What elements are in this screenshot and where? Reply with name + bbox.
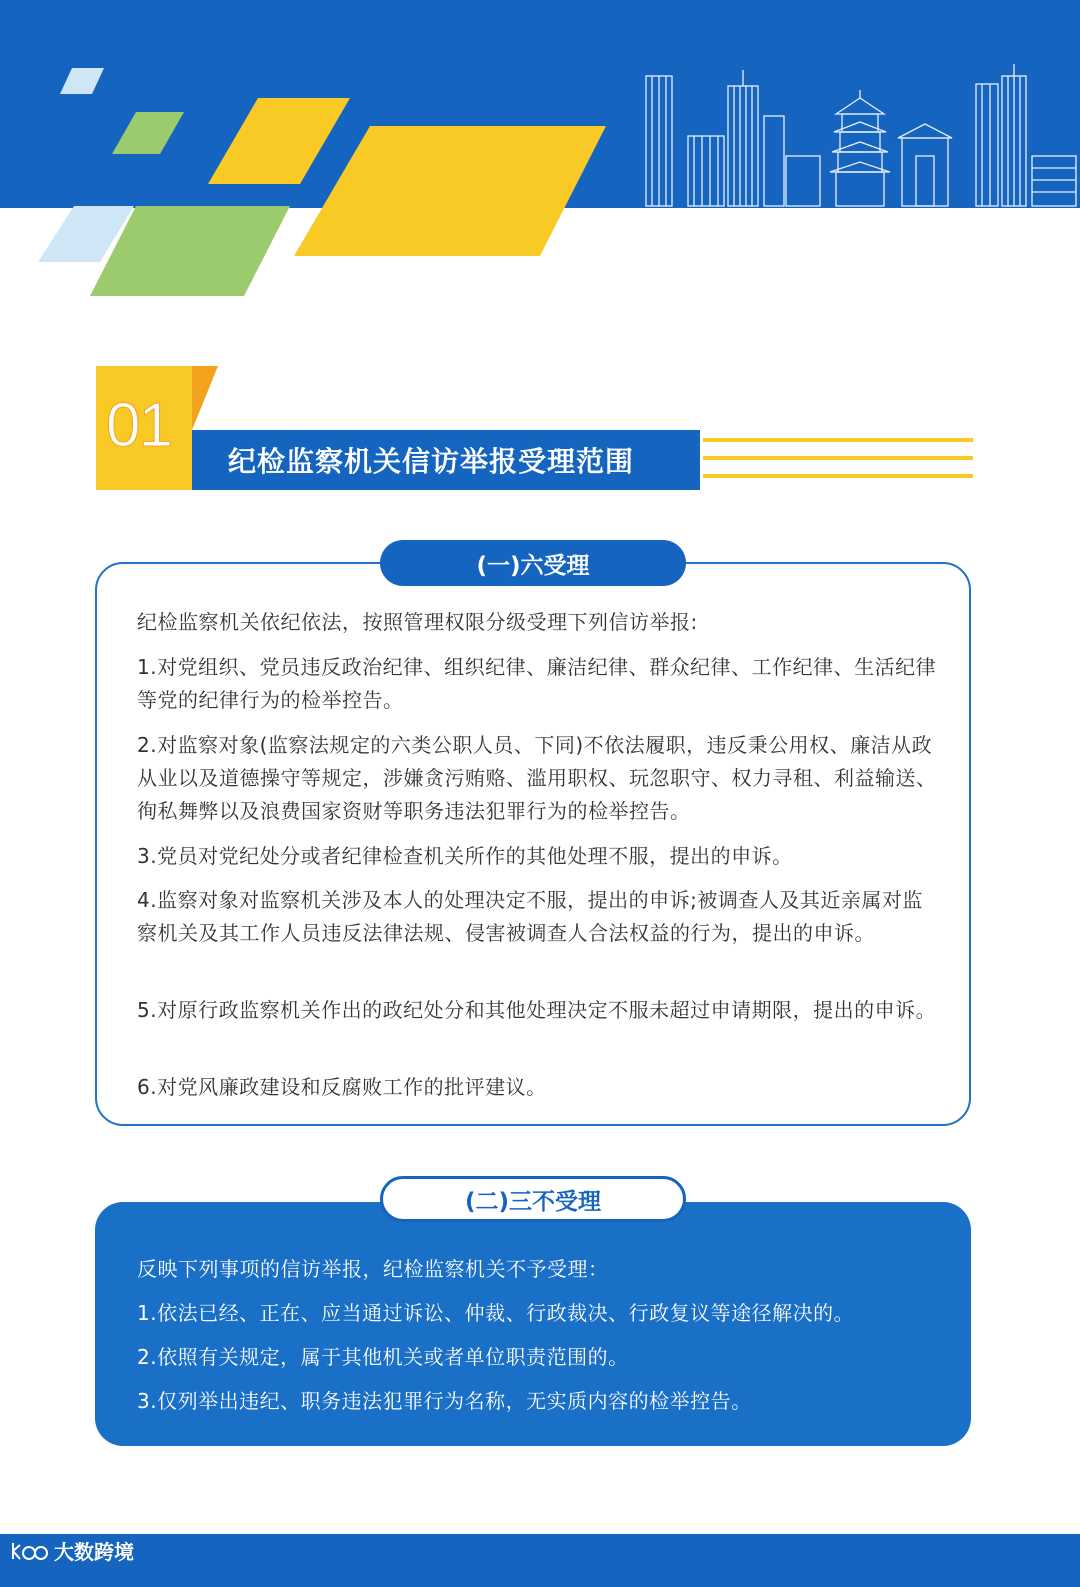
accept-item: 4.监察对象对监察机关涉及本人的处理决定不服，提出的申诉;被调查人及其近亲属对监察机关及其工作人员违反法律法规、侵害被调查人合法权益的行为，提出的申诉。 (137, 888, 923, 945)
section-deco-line (703, 474, 973, 478)
accept-item: 2.对监察对象(监察法规定的六类公职人员、下同)不依法履职，违反秉公用权、廉洁从政从业以及道德操守等规定，涉嫌贪污贿赂、滥用职权、玩忽职守、权力寻租、利益输送、徇私舞弊以及浪费国家资财等职务违法犯罪行为的检举控告。 (137, 733, 937, 823)
decorative-shapes (0, 0, 640, 310)
deco-parallelogram-yellow-medium (208, 98, 350, 184)
deco-parallelogram-green-small (112, 112, 184, 154)
deco-parallelogram-yellow-large (294, 126, 606, 256)
section-number-fold (192, 366, 218, 430)
city-skyline-illustration (640, 60, 1080, 210)
section-deco-line (703, 438, 973, 442)
watermark-text: 大数跨境 (54, 1540, 134, 1564)
section-title: 纪检监察机关信访举报受理范围 (228, 445, 635, 478)
footer-band (0, 1534, 1080, 1587)
accept-intro: 纪检监察机关依纪依法，按照管理权限分级受理下列信访举报: (137, 610, 698, 634)
section-deco-line (703, 456, 973, 460)
reject-heading: (二)三不受理 (380, 1176, 686, 1222)
watermark-logo-icon (10, 1539, 48, 1563)
accept-item: 5.对原行政监察机关作出的政纪处分和其他处理决定不服未超过申请期限，提出的申诉。 (137, 998, 937, 1022)
accept-item: 3.党员对党纪处分或者纪律检查机关所作的其他处理不服，提出的申诉。 (137, 844, 793, 868)
reject-item: 3.仅列举出违纪、职务违法犯罪行为名称，无实质内容的检举控告。 (137, 1389, 752, 1413)
reject-item: 2.依照有关规定，属于其他机关或者单位职责范围的。 (137, 1345, 629, 1369)
reject-item: 1.依法已经、正在、应当通过诉讼、仲裁、行政裁决、行政复议等途径解决的。 (137, 1301, 855, 1325)
reject-intro: 反映下列事项的信访举报，纪检监察机关不予受理： (137, 1257, 609, 1281)
watermark (10, 1536, 134, 1565)
section-number: 01 (106, 391, 171, 460)
accept-item: 6.对党风廉政建设和反腐败工作的批评建议。 (137, 1075, 547, 1099)
deco-parallelogram-lightblue-small (60, 68, 104, 94)
accept-item: 1.对党组织、党员违反政治纪律、组织纪律、廉洁纪律、群众纪律、工作纪律、生活纪律等党的纪律行为的检举控告。 (137, 655, 937, 712)
accept-heading: (一)六受理 (380, 540, 686, 586)
